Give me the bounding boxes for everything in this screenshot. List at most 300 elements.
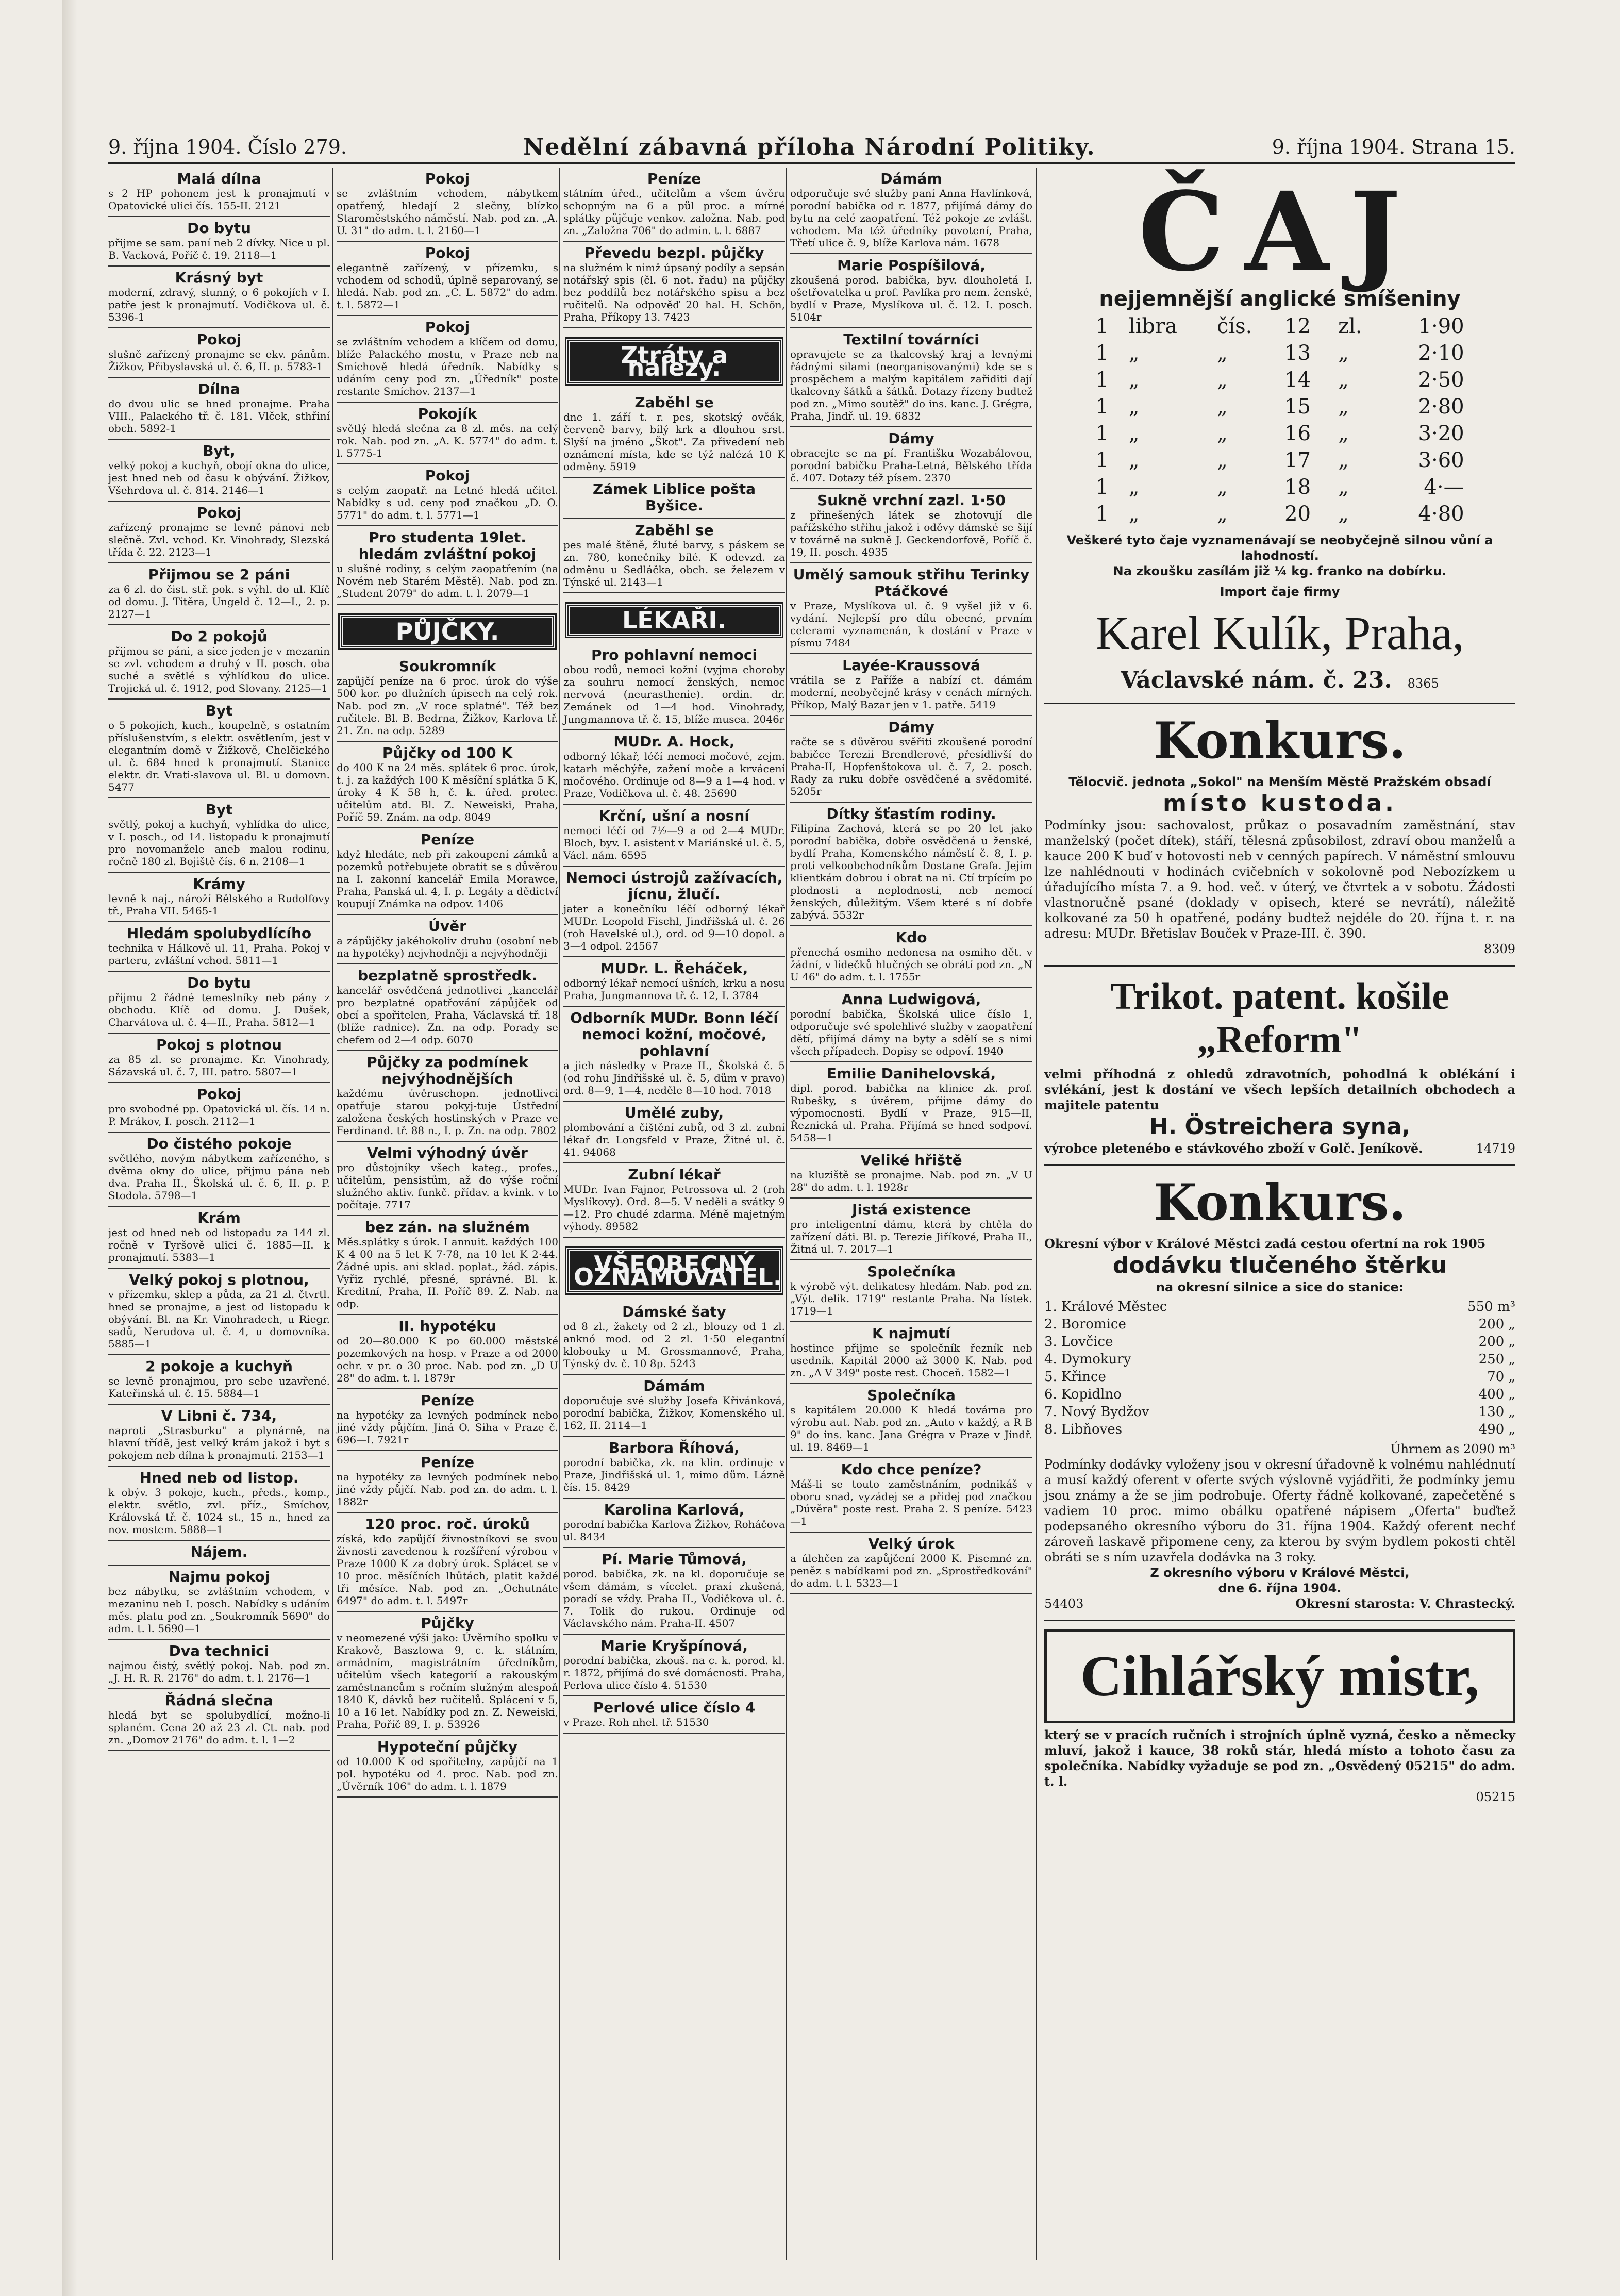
classified-ad-heading: Jistá existence: [852, 1201, 971, 1218]
tea-price-row: [1091, 340, 1468, 367]
classified-ad-text: v Praze, Myslíkova ul. č. 9 vyšel již v 6. vydání. Nejlepší pro dílu obecné, prvním celerami vyznamenán, k dostání v Praze v písmu 7484: [790, 600, 1032, 649]
ad-divider: [563, 1547, 785, 1548]
classified-ad-heading: Do čistého pokoje: [146, 1135, 292, 1152]
ad-divider: [563, 956, 785, 957]
classified-ad-heading: Pokoj: [196, 504, 242, 521]
classified-ad-text: obou rodů, nemoci kožní (vyjma choroby za souhru nemocí ženských, nemoc nervová (neurasthenie). ordin. dr. Zemánek od 1—4 hod. Vinohrady, Jungmannova tř. č. 15, blíže musea. 2046r: [563, 663, 785, 725]
classified-ad-heading: Zaběhl se: [634, 522, 714, 539]
display-ads-column: [1036, 168, 1515, 2260]
classified-ad-text: MUDr. Ivan Fajnor, Petrossova ul. 2 (roh Myslíkovy). Ord. 8—5. V neděli a svátky 9—12. Pro chudé zdarma. Méně majetným výhody. 89582: [563, 1183, 785, 1233]
classified-ad-heading: Pokoj: [425, 170, 470, 187]
tea-price-qty: 1: [1095, 502, 1109, 526]
ad-divider: [790, 1259, 1032, 1260]
classified-ad-heading: Malá dílna: [177, 170, 261, 187]
ad-divider: [108, 501, 330, 502]
classified-ad: [108, 628, 330, 700]
classified-ad-heading: Peníze: [420, 1392, 475, 1409]
classified-ad-heading: Krční, ušní a nosní: [599, 807, 749, 824]
ad-divider: [563, 518, 785, 519]
gravel-row: [1044, 1351, 1515, 1368]
header-right: 9. října 1904. Strana 15.: [1272, 136, 1515, 158]
section-banner: PŮJČKY.: [340, 615, 555, 648]
classified-ad: [337, 1145, 558, 1216]
classified-ad: [790, 1263, 1032, 1322]
classified-ad: [108, 975, 330, 1034]
section-banner: Ztráty a nálezy.: [566, 339, 782, 384]
classified-ad-text: od 10.000 K od spořitelny, zapůjčí na 1 pol. hypotéku od 4. proc. Nab. pod zn. „Úvěrník 106" do adm. t. l. 1879: [337, 1755, 558, 1792]
gravel-quantity: 130 „: [1478, 1404, 1515, 1420]
classified-ad-heading: K najmutí: [872, 1325, 950, 1342]
classified-ad-text: hostince přijme se společník řezník neb usedník. Kapitál 2000 až 3000 K. Nab. pod zn. „A V 349" poste rest. Choceň. 1582—1: [790, 1342, 1032, 1379]
classified-ad-text: porod. babička, zk. na kl. doporučuje se všem dámám, s vícelet. praxí zkušená, poradí se vždy. Praha II., Vodičkova ul. č. 7. Tolik do rukou. Ordinuje od Václavského nám. Praha-II. 4507: [563, 1568, 785, 1629]
tea-price-no-label: „: [1216, 368, 1228, 392]
tea-price-no-label: „: [1216, 448, 1228, 472]
ad-divider: [790, 1457, 1032, 1458]
ad-divider: [108, 327, 330, 328]
tea-price-cur: „: [1338, 368, 1349, 392]
classified-ad: [563, 870, 785, 957]
ad-divider: [337, 402, 558, 403]
classified-ad-heading: Do bytu: [187, 974, 251, 991]
classified-ad-heading: Karolina Karlová,: [604, 1501, 745, 1518]
classified-ad: [337, 529, 558, 605]
ad-divider: [337, 604, 558, 605]
gravel-station: 3. Lovčice: [1044, 1334, 1113, 1350]
divider: [1044, 703, 1515, 704]
tea-import-label: Import čaje firmy: [1220, 585, 1340, 599]
ad-divider: [563, 592, 785, 593]
classified-ad-heading: bezplatně sprostředk.: [358, 967, 537, 984]
tea-price-no: 18: [1284, 475, 1311, 499]
classified-ad: [790, 991, 1032, 1062]
classified-ad-text: na hypotéky za levných podmínek nebo jiné vždy půjčí. Nab. pod zn. do adm. t. l. 1882r: [337, 1471, 558, 1508]
ad-divider: [108, 265, 330, 267]
classified-ad-text: a zápůjčky jakéhokoliv druhu (osobní neb na hypotéky) nejvhodněji a nejvýhodněji: [337, 935, 558, 959]
classified-ad: [108, 270, 330, 328]
cihlar-ad-title: Cihlářský mistr,: [1080, 1644, 1479, 1708]
classified-ad-text: s celým zaopatř. na Letné hledá učitel. Nabídky s ud. ceny pod značkou „D. O. 5771" do adm. t. l. 5771—1: [337, 484, 558, 521]
classified-ad: [108, 220, 330, 267]
classified-ad-heading: Pí. Marie Tůmová,: [602, 1551, 747, 1568]
tea-price-no-label: „: [1216, 422, 1228, 445]
tea-price-qty: 1: [1095, 368, 1109, 392]
ad-divider: [790, 253, 1032, 254]
tea-price-price: 3·60: [1418, 448, 1464, 472]
classified-ad-text: od 20—80.000 K po 60.000 městské pozemkových na hosp. v Praze a od 2000 ochr. v pr. o 30 proc. Nab. pod zn. „D U 28" do adm. t. l. 1879r: [337, 1335, 558, 1384]
classified-ad-heading: Pokoj: [425, 319, 470, 336]
classified-ad-text: přijme se sam. paní neb 2 dívky. Nice u pl. B. Vacková, Poříč č. 19. 2118—1: [108, 237, 330, 261]
section-banner: VŠEOBECNÝ OZNAMOVATEL.: [566, 1248, 782, 1293]
tea-price-no-label: „: [1216, 395, 1228, 419]
gravel-station: 4. Dymokury: [1044, 1352, 1131, 1367]
konkurs-gravel-sign-3: Okresní starosta: V. Chrastecký.: [1295, 1596, 1515, 1611]
page-header: [108, 131, 1515, 164]
classified-ad-heading: V Libni č. 734,: [161, 1407, 277, 1424]
ad-divider: [790, 653, 1032, 654]
classified-ad: [563, 171, 785, 242]
tea-ad-title: ČAJ: [1138, 168, 1422, 295]
gravel-row: [1044, 1368, 1515, 1386]
classified-ad-heading: Byt: [205, 702, 233, 719]
classified-ad: [563, 1010, 785, 1102]
classified-ad: [563, 1638, 785, 1696]
ad-divider: [563, 1634, 785, 1635]
tea-price-price: 1·90: [1418, 314, 1464, 338]
classified-ad: [790, 257, 1032, 328]
classified-ad: [337, 1392, 558, 1451]
ad-divider: [337, 741, 558, 742]
classifieds-column-3: [559, 168, 785, 2260]
tea-price-row: [1091, 367, 1468, 393]
tea-price-row: [1091, 420, 1468, 447]
classified-ad: [108, 443, 330, 502]
tea-price-qty: 1: [1095, 422, 1109, 445]
classified-ad: [108, 1544, 330, 1566]
classified-ad-text: doporučuje své služby Josefa Křivánková, porodní babička, Žižkov, Komenského ul. 162, II. 2114—1: [563, 1394, 785, 1432]
ad-divider: [108, 1466, 330, 1467]
classified-ad-heading: Marie Kryšpínová,: [600, 1637, 748, 1654]
classified-ad: [337, 1318, 558, 1389]
ad-divider: [337, 1512, 558, 1513]
classified-ad: [563, 647, 785, 730]
classified-ad: [563, 1440, 785, 1499]
gravel-station: 8. Libňoves: [1044, 1422, 1123, 1437]
classified-ad-text: hledá byt se spolubydlící, možno-li splaném. Cena 20 až 23 zl. Ct. nab. pod zn. „Domov 2176" do adm. t. l. 1—2: [108, 1709, 330, 1746]
classified-ad: [790, 1461, 1032, 1533]
classified-ad: [790, 1536, 1032, 1594]
ad-divider: [563, 1695, 785, 1696]
tea-price-unit: „: [1128, 422, 1140, 445]
trikot-ad-text: velmi příhodná z ohledů zdravotních, pohodlná k oblékání i svlékání, jest k dostání ve všech lepších detailních obchodech a majitele patentu: [1044, 1067, 1515, 1112]
ad-divider: [563, 804, 785, 805]
gravel-list: [1044, 1298, 1515, 1438]
classified-ad-heading: Umělé zuby,: [624, 1104, 724, 1121]
classified-ad-text: slušně zařízený pronajme se ekv. pánům. Žižkov, Přibyslavská ul. č. 6, II. p. 5783-1: [108, 348, 330, 373]
ad-divider: [108, 1688, 330, 1689]
classified-ad: [790, 492, 1032, 563]
tea-price-cur: zl.: [1338, 314, 1362, 338]
ad-divider: [108, 1268, 330, 1269]
classified-ad: [790, 719, 1032, 803]
ad-divider: [790, 327, 1032, 328]
classified-ad-text: elegantně zařízený, v přízemku, s vchodem od schodů, úplně separovaný, se hledá. Nab. pod zn. „C. L. 5872" do adm. t. l. 5872—1: [337, 261, 558, 311]
ad-divider: [108, 562, 330, 563]
classified-ad: [563, 1378, 785, 1437]
classified-ad-text: od 8 zl., žakety od 2 zl., blouzy od 1 zl. anknó mod. od 2 zl. 1·50 elegantní klobouky u M. Grossmannové, Praha, Týnský dv. č. 10 8p. 5243: [563, 1320, 785, 1370]
classifieds-column-4: [786, 168, 1032, 2260]
classified-ad-text: odborný lékař, léčí nemoci močové, zejm. katarh měchýře, zažení moče a krvácení močového. Ordinuje od 8—9 a 1—4 hod. v Praze, Vodičkova ul. č. 48. 25690: [563, 750, 785, 800]
konkurs-gravel-intro: Okresní výbor v Králové Městci zadá cestou ofertní na rok 1905: [1044, 1236, 1486, 1251]
gravel-total: Úhrnem as 2090 m³: [1390, 1442, 1515, 1456]
classified-ad-heading: Layée-Kraussová: [842, 657, 980, 674]
tea-note: Veškeré tyto čaje vyznamenávají se neobyčejně silnou vůní a lahodností.: [1066, 533, 1493, 563]
ad-divider: [790, 1593, 1032, 1594]
tea-price-qty: 1: [1095, 341, 1109, 365]
ad-divider: [337, 1388, 558, 1389]
tea-price-price: 2·50: [1418, 368, 1464, 392]
classifieds-column-1: [108, 168, 330, 2260]
classified-ad-text: plombování a čištění zubů, od 3 zl. zubní lékař dr. Longsfeld v Praze, Žitné ul. č. 41. 94068: [563, 1121, 785, 1158]
tea-price-cur: „: [1338, 395, 1349, 419]
ad-divider: [790, 1321, 1032, 1322]
classified-ad-text: a jich následky v Praze II., Školská č. 5 (od rohu Jindřišské ul. č. 5, dům v pravo) ord. 8—9, 1—4, neděle 8—10 hod. 7018: [563, 1059, 785, 1096]
gravel-station: 6. Kopidlno: [1044, 1387, 1122, 1402]
classified-ad-text: pes malé štěně, žluté barvy, s páskem se zn. 780, konečníky bílé. K odevzd. za odměnu u Sedláčka, obch. se železem v Týnské ul. 2143—1: [563, 539, 785, 588]
tea-price-unit: „: [1128, 475, 1140, 499]
ad-divider: [563, 1498, 785, 1499]
ad-divider: [563, 241, 785, 242]
classified-ad: [563, 481, 785, 519]
tea-price-no: 20: [1284, 502, 1311, 526]
classified-ad-heading: MUDr. L. Řeháček,: [600, 960, 748, 977]
classified-ad-heading: Kdo chce peníze?: [841, 1461, 982, 1478]
classified-ad-heading: Dámám: [643, 1377, 705, 1394]
tea-price-qty: 1: [1095, 475, 1109, 499]
konkurs-gravel-subject2: na okresní silnice a sice do stanice:: [1156, 1280, 1404, 1294]
classified-ad: [337, 1454, 558, 1513]
ad-divider: [108, 872, 330, 873]
tea-price-unit: „: [1128, 395, 1140, 419]
classified-ad: [108, 802, 330, 873]
konkurs-gravel-title: Konkurs.: [1154, 1173, 1406, 1232]
tea-price-cur: „: [1338, 475, 1349, 499]
ad-divider: [790, 987, 1032, 988]
classified-ad: [108, 1692, 330, 1751]
classified-ad-heading: Perlové ulice číslo 4: [593, 1699, 756, 1716]
classified-ad-text: porodní babička, zkouš. na c. k. porod. kl. r. 1872, přijímá do své domácnosti. Praha, Perlova ulice číslo 4. 51530: [563, 1654, 785, 1691]
classified-ad-text: račte se s důvěrou svěřiti zkoušené porodní babičce Terezii Brendlerové, přesídlivší do Praha-II, Hopfenštokova ul. č. 7, 2. posch. Rady za ruku dobře osvědčené a svědomité. 5205r: [790, 736, 1032, 797]
classified-ad: [337, 245, 558, 316]
ad-divider: [108, 921, 330, 922]
gravel-row: [1044, 1421, 1515, 1438]
konkurs-sokol-post: místo kustoda.: [1163, 790, 1397, 817]
tea-price-row: [1091, 393, 1468, 420]
classified-ad: [563, 1105, 785, 1163]
gravel-row: [1044, 1386, 1515, 1403]
classified-ad: [790, 171, 1032, 254]
tea-price-cur: „: [1338, 502, 1349, 526]
ad-divider: [108, 1033, 330, 1034]
classified-ad-heading: MUDr. A. Hock,: [613, 733, 735, 750]
classified-ad: [337, 406, 558, 464]
gravel-quantity: 550 m³: [1467, 1299, 1515, 1315]
classified-ad-text: vrátila se z Paříže a nabízí ct. dámám moderní, neobyčejně krásy v cenách mírných. Příkop, Malý Bazar jen v 1. patře. 5419: [790, 674, 1032, 711]
tea-price-no: 15: [1284, 395, 1311, 419]
ad-divider: [108, 698, 330, 700]
tea-price-no-label: „: [1216, 475, 1228, 499]
ad-divider: [790, 1148, 1032, 1149]
tea-price-cur: „: [1338, 422, 1349, 445]
tea-price-row: [1091, 313, 1468, 340]
tea-price-unit: libra: [1128, 314, 1177, 338]
classified-ad-heading: Pokoj: [425, 467, 470, 484]
tea-ad-number: 8365: [1407, 676, 1439, 691]
ad-divider: [563, 1436, 785, 1437]
classified-ad-text: na služném k nimž úpsaný podíly a sepsán notářský spis (čl. 6 not. řadu) na půjčky bez poddílů bez notářského spisu a bez ručitelů. Na odpověď 20 hal. H. Schön, Praha, Příkopy 13. 7423: [563, 261, 785, 323]
classified-ad-text: na kluziště se pronajme. Nab. pod zn. „V U 28" do adm. t. l. 1928r: [790, 1169, 1032, 1193]
classified-ad-heading: Velký pokoj s plotnou,: [129, 1271, 309, 1288]
ad-divider: [790, 715, 1032, 716]
ad-divider: [337, 1215, 558, 1216]
classified-ad-text: dipl. porod. babička na klinice zk. prof. Rubešky, s úvěrem, přijme dámy do výpomocnosti. Bydlí v Praze, 915—II, Řeznická ul. Praha. Přijímá se hned sodpoví. 5458—1: [790, 1082, 1032, 1144]
classified-ad-heading: Dámy: [888, 719, 934, 736]
classified-ad-heading: Krámy: [193, 875, 245, 892]
classified-ad: [108, 925, 330, 972]
classified-ad: [337, 831, 558, 915]
classified-ad-heading: Peníze: [420, 831, 475, 848]
divider: [1044, 1164, 1515, 1166]
gravel-quantity: 200 „: [1478, 1317, 1515, 1332]
tea-price-no: 16: [1284, 422, 1311, 445]
classified-ad-text: získá, kdo zapůjčí živnostníkovi se svou živnosti zavedenou k rozšíření výrobou v Praze 1000 K za dobrý úrok. Splácet se v 10 proc. měsíčních lhůtách, platit každé tři měsíce. Nab. pod zn. „Ochutnáte 6497" do adm. t. l. 5497r: [337, 1533, 558, 1607]
classified-ad-text: do dvou ulic se hned pronajme. Praha VIII., Palackého tř. č. 181. Vlček, sthřiní obch. 5892-1: [108, 397, 330, 435]
tea-price-qty: 1: [1095, 448, 1109, 472]
gravel-quantity: 250 „: [1478, 1352, 1515, 1367]
gravel-row: [1044, 1333, 1515, 1351]
classified-ad-text: Měs.splátky s úrok. I annuit. každých 100 K 4 00 na 5 let K 7·78, na 10 let K 2·44. Žádné upis. ani sklad. poplat., žád. zápis. Vyřiz rychlé, přesné, správné. Bl. k. Kreditní, Praha, II. Poříč 89. Z. Nab. na odp.: [337, 1236, 558, 1310]
classified-ad: [563, 1700, 785, 1734]
classified-ad: [790, 567, 1032, 654]
ad-divider: [790, 426, 1032, 427]
tea-price-row: [1091, 447, 1468, 474]
classified-ad-text: do 400 K na 24 měs. splátek 6 proc. úrok, t. j. za každých 100 K měsíční splátka 5 K, úroky 4 K 58 h, č. k. úřed. protec. učitelům atd. Bl. Z. Neweiski, Praha, Poříč 59. Znám. na odp. 8049: [337, 761, 558, 823]
ad-divider: [108, 1132, 330, 1133]
classified-ad-text: dne 1. září t. r. pes, skotský ovčák, červeně barvy, bílý krk a dlouhou srst. Slyší na jméno „Škot". Za přivedení neb oznámení místa, kde se týž nalézá 10 K odměny. 5919: [563, 411, 785, 473]
konkurs-gravel-subject: dodávku tlučeného štěrku: [1112, 1252, 1447, 1278]
tea-ad-subtitle: nejjemnější anglické smíšeniny: [1099, 287, 1461, 311]
classified-ad-text: odborný lékař nemocí ušních, krku a nosu Praha, Jungmannova tř. č. 12, I. 3784: [563, 977, 785, 1002]
classified-ad: [108, 505, 330, 563]
gravel-quantity: 70 „: [1487, 1369, 1515, 1385]
tea-price-no-label: „: [1216, 502, 1228, 526]
classified-ad-text: a úlehčen za zapůjčení 2000 K. Pisemné zn. peněz s nabídkami pod zn. „Sprostředkování" do adm. t. l. 5323—1: [790, 1552, 1032, 1589]
ad-divider: [108, 797, 330, 798]
ad-divider: [108, 377, 330, 378]
trikot-address: výrobce pletenébo e stávkového zboží v Golč. Jeníkově.: [1044, 1141, 1423, 1156]
classified-ad-heading: Soukromník: [398, 658, 496, 675]
ad-divider: [337, 525, 558, 526]
classified-ad: [337, 1219, 558, 1315]
ad-divider: [108, 1354, 330, 1355]
classified-ad: [563, 960, 785, 1007]
classified-ad-heading: Textilní továrníci: [843, 331, 979, 348]
classified-ad-heading: Půjčky za podmínek nejvýhodnějších: [366, 1054, 528, 1087]
classified-ad: [108, 1569, 330, 1640]
trikot-number: 14719: [1476, 1141, 1515, 1156]
divider: [1044, 1620, 1515, 1621]
cihlar-ad-box: [1044, 1629, 1515, 1723]
classified-ad-heading: Převedu bezpl. půjčky: [584, 244, 764, 261]
tea-price-cur: „: [1338, 448, 1349, 472]
classified-ad-heading: Zubní lékař: [628, 1166, 721, 1183]
gravel-station: 7. Nový Bydžov: [1044, 1404, 1149, 1420]
tea-price-unit: „: [1128, 502, 1140, 526]
classified-ad-heading: Najmu pokoj: [168, 1568, 270, 1585]
classified-ad-text: zkoušená porod. babička, byv. dlouholetá I. ošetřovatelka u prof. Pavlíka pro nem. ženské, bydlí v Praze, Myslíkova ul. č. 12. I. posch. 5104r: [790, 274, 1032, 323]
classified-ad: [790, 657, 1032, 716]
section-banner: LÉKAŘI.: [566, 604, 782, 637]
classified-ad-text: levně k naj., nároží Bělského a Rudolfovy tř., Praha VII. 5465-1: [108, 892, 330, 917]
classified-ad-heading: Pro pohlavní nemoci: [591, 646, 758, 663]
ad-divider: [563, 729, 785, 730]
header-title: Nedělní zábavná příloha Národní Politiky.: [523, 134, 1096, 160]
konkurs-gravel-sign-2: dne 6. října 1904.: [1218, 1581, 1342, 1595]
classified-ad: [563, 1167, 785, 1238]
classified-ad-text: v neomezené výši jako: Úvěrního spolku v Krakově, Basztowa 9, c. k. státním, armádním, magistrátním úředníkům, učitelům všech kategorií a rakouským zaměstnancům s ročním služným alespoň 1840 K, dávků bez ručitelů. Splácení v 5, 10 a 16 let. Nabídky pod zn. Z. Neweiski, Praha, Poříč 89, I. p. 53926: [337, 1632, 558, 1731]
ad-divider: [108, 216, 330, 217]
classified-ad-text: odporučuje své služby paní Anna Havlínková, porodní babička od r. 1877, přijímá dámy do bytu na celé zaopatření. Též pokoje ze zvlášt. vchodem. Ma též úředníky povotení, Praha, Třetí ulice č. 9, blíže Karlova nám. 1678: [790, 187, 1032, 249]
classified-ad-heading: Byt: [205, 801, 233, 818]
classified-ad-heading: Krám: [197, 1209, 241, 1226]
classified-ad: [337, 918, 558, 964]
classified-ad-text: s kapitálem 20.000 K hledá továrna pro výrobu aut. Nab. pod zn. „Auto v každý, a R B 9" do ins. kanc. Jana Grégra v Praze v Jindř. ul. 19. 8469—1: [790, 1404, 1032, 1453]
classified-ad-text: porodní babička, Školská ulice číslo 1, odporučuje své spolehlivé služby v zaopatření dětí, přijímá dámy na byty a sdělí se s nimi všech případech. Dopisy se odpoví. 1940: [790, 1008, 1032, 1057]
classified-ad-text: najmou čistý, světlý pokoj. Nab. pod zn. „J. H. R. R. 2176" do adm. t. l. 2176—1: [108, 1659, 330, 1684]
tea-price-qty: 1: [1095, 314, 1109, 338]
ad-divider: [108, 439, 330, 440]
classifieds-column-2: [332, 168, 558, 2260]
gravel-quantity: 400 „: [1478, 1387, 1515, 1402]
classified-ad: [108, 876, 330, 922]
classified-ad: [108, 1136, 330, 1207]
classified-ad-text: velký pokoj a kuchyň, obojí okna do ulice, jest hned neb od času k obývání. Žižkov, Všehrdova ul. č. 814. 2146—1: [108, 459, 330, 496]
tea-price-no-label: „: [1216, 341, 1228, 365]
classified-ad-heading: Dámám: [880, 170, 942, 187]
classified-ad-heading: bez zán. na služném: [365, 1219, 530, 1236]
classified-ad-text: nemoci léčí od 7½—9 a od 2—4 MUDr. Bloch, byv. I. asistent v Mariánské ul. č. 5, Václ. nám. 6595: [563, 824, 785, 861]
classified-ad-heading: Společníka: [867, 1263, 956, 1280]
classified-ad-heading: Půjčky od 100 K: [382, 744, 513, 761]
classified-ad: [337, 1054, 558, 1142]
classified-ad: [108, 567, 330, 625]
konkurs-sokol-text: Podmínky jsou: sachovalost, průkaz o posavadním zaměstnání, stav manželský (počet dítek), stáří, tělesná způsobilost, zdraví obou manželů a kauce 200 K buď v hotovosti neb v cenných papírech. V náměstní smlouvu lze nahlédnouti v hodinách cvičebních v sokolovně pod Nebozízkem u úřadujícího místa 7. a 9. hod. več. v úterý, ve čtvrtek a v sobotu. Žádosti vlastnoručně psané (doklady v opisech, které se nevrátí), náležitě kolkované za 50 h opatřené, podány budtež nejdéle do 20. října t. r. na adresu: MUDr. Břetislav Bouček v Praze-III. č. 390.: [1044, 818, 1515, 941]
classified-ad: [563, 1502, 785, 1548]
classified-ad: [337, 745, 558, 828]
ad-divider: [790, 802, 1032, 803]
classified-ad-heading: Marie Pospíšilová,: [837, 257, 986, 274]
classified-ad: [337, 319, 558, 403]
tea-price-price: 2·10: [1418, 341, 1464, 365]
classified-ad-heading: Nemoci ústrojů zažívacích, jícnu, žlučí.: [565, 869, 783, 903]
classified-ad-heading: Kdo: [895, 929, 927, 946]
classified-ad-text: moderní, zdravý, slunný, o 6 pokojích v I. patře jest k pronajmutí. Vodičkova ul. č. 5396-1: [108, 286, 330, 323]
ad-divider: [108, 624, 330, 625]
classified-ad-heading: Peníze: [647, 170, 702, 187]
classified-ad: [563, 1551, 785, 1635]
ad-divider: [563, 1006, 785, 1007]
cihlar-ad-text: který se v pracích ručních i strojních úplně vyzná, česko a německy mluví, jakož i kauce, 38 roků stár, hledá místo a tohoto času za společníka. Nabídky vyžaduje se pod zn. „Osvědený 05215" do adm. t. l.: [1044, 1727, 1515, 1789]
ad-divider: [337, 1611, 558, 1612]
classified-ad: [790, 1066, 1032, 1149]
classified-ad-text: bez nábytku, se zvláštním vchodem, v mezaninu neb I. posch. Nabídky s udáním měs. platu pod zn. „Soukromník 5690" do adm. t. l. 5690—1: [108, 1585, 330, 1635]
ad-divider: [563, 1101, 785, 1102]
classified-ad-text: Filipína Zachová, která se po 20 let jako porodní babička, dobře osvědčená u ženské, bydlí Praha, Komenského náměstí č. 8, I. p. proti velkoobchodníkům Dostane Grafa. Jejím klientkám dobrou i obrat na ni. Ctí trpícím po plodnosti a neplodnosti, neb nemocí ženských, důležitým. Všem které s ní dobře zabývá. 5532r: [790, 822, 1032, 921]
classified-ad-text: k obýv. 3 pokoje, kuch., předs., komp., elektr. světlo, zvl. příz., Smíchov, Královská tř. č. 1024 st., 15 n., hned za nov. mostem. 5888—1: [108, 1486, 330, 1536]
gravel-station: 2. Boromice: [1044, 1317, 1126, 1332]
classified-ad: [337, 658, 558, 742]
ad-divider: [337, 315, 558, 316]
ad-divider: [563, 866, 785, 867]
classified-ad-heading: Dva technici: [169, 1642, 270, 1659]
classified-ad: [790, 929, 1032, 988]
tea-price-no: 17: [1284, 448, 1311, 472]
ad-divider: [563, 1733, 785, 1734]
ad-divider: [563, 1374, 785, 1375]
classified-ad-text: zapůjčí peníze na 6 proc. úrok do výše 500 kor. po dlužních úpisech na celý rok. Nab. pod zn. „V roce splatné". Též bez ručitele. Bl. B. Bedrna, Žižkov, Karlova tř. 21. Zn. na odp. 5289: [337, 675, 558, 737]
classified-ad: [563, 734, 785, 805]
ad-divider: [563, 1162, 785, 1163]
ad-divider: [108, 1206, 330, 1207]
